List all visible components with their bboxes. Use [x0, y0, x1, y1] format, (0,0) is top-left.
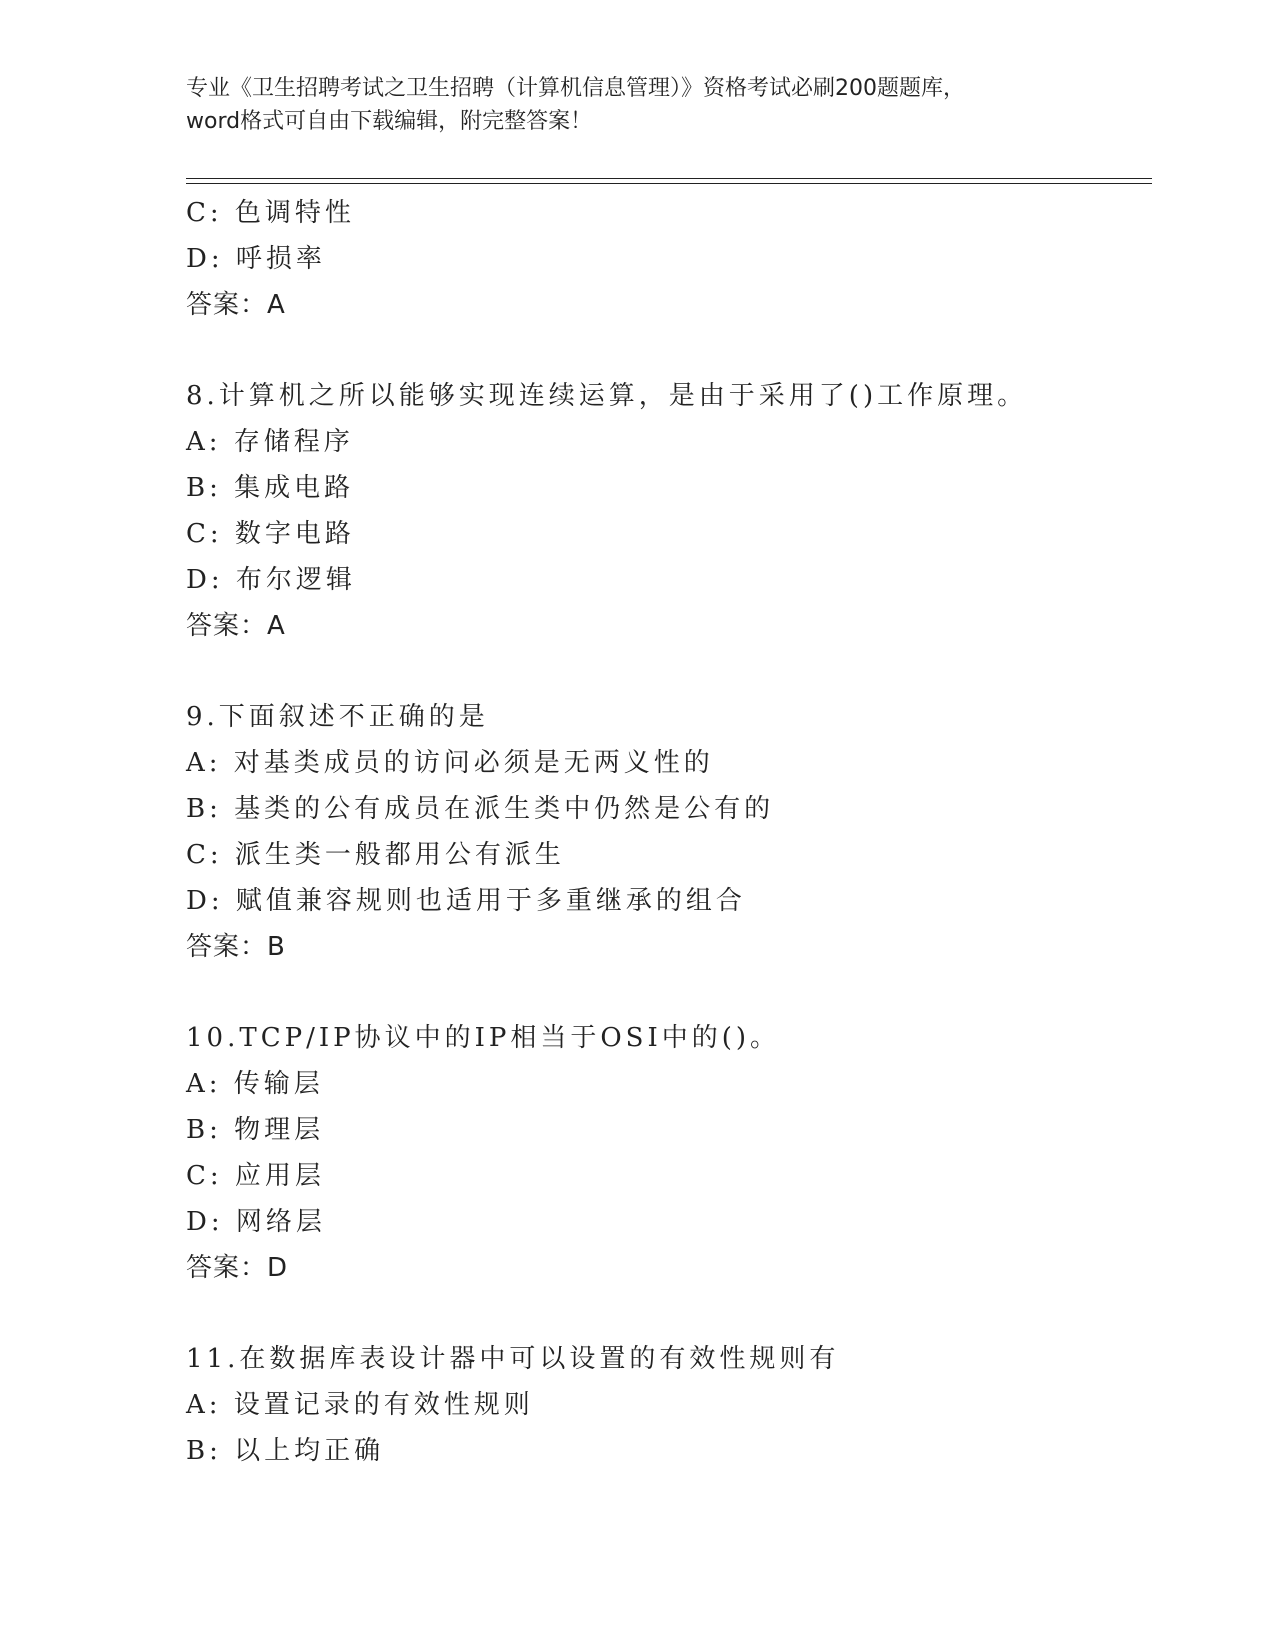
question-11-title: 11.在数据库表设计器中可以设置的有效性规则有 — [186, 1344, 840, 1374]
question-10-title: 10.TCP/IP协议中的IP相当于OSI中的()。 — [186, 1023, 781, 1053]
question-11-option-b: B: 以上均正确 — [186, 1436, 385, 1466]
question-10-option-c: C: 应用层 — [186, 1161, 325, 1191]
question-9-title: 9.下面叙述不正确的是 — [186, 702, 489, 732]
header-title-line-2: word格式可自由下载编辑，附完整答案！ — [186, 109, 593, 134]
question-9-option-a: A: 对基类成员的访问必须是无两义性的 — [186, 748, 714, 778]
question-8-title: 8.计算机之所以能够实现连续运算，是由于采用了()工作原理。 — [186, 381, 1028, 411]
question-8-option-d: D: 布尔逻辑 — [186, 565, 356, 595]
question-8-option-a: A: 存储程序 — [186, 427, 354, 457]
question-10-option-d: D: 网络层 — [186, 1207, 326, 1237]
question-10-option-b: B: 物理层 — [186, 1115, 325, 1145]
option-d: D: 呼损率 — [186, 244, 326, 274]
question-list — [186, 190, 1146, 1474]
header-divider-top — [186, 178, 1152, 179]
document-header — [186, 72, 1086, 138]
question-10-option-a: A: 传输层 — [186, 1069, 324, 1099]
question-11-option-a: A: 设置记录的有效性规则 — [186, 1390, 534, 1420]
question-9-option-b: B: 基类的公有成员在派生类中仍然是公有的 — [186, 794, 775, 824]
question-9-option-c: C: 派生类一般都用公有派生 — [186, 840, 565, 870]
question-8-option-c: C: 数字电路 — [186, 519, 355, 549]
header-title-line-1: 专业《卫生招聘考试之卫生招聘（计算机信息管理）》资格考试必刷200题题库， — [186, 76, 965, 101]
question-9-option-d: D: 赋值兼容规则也适用于多重继承的组合 — [186, 886, 746, 916]
question-9-answer: 答案：B — [186, 932, 286, 962]
header-divider-bottom — [186, 183, 1152, 184]
question-8-answer: 答案：A — [186, 611, 286, 641]
answer-line: 答案：A — [186, 290, 286, 320]
question-8-option-b: B: 集成电路 — [186, 473, 355, 503]
option-c: C: 色调特性 — [186, 198, 355, 228]
question-10-answer: 答案：D — [186, 1253, 289, 1283]
